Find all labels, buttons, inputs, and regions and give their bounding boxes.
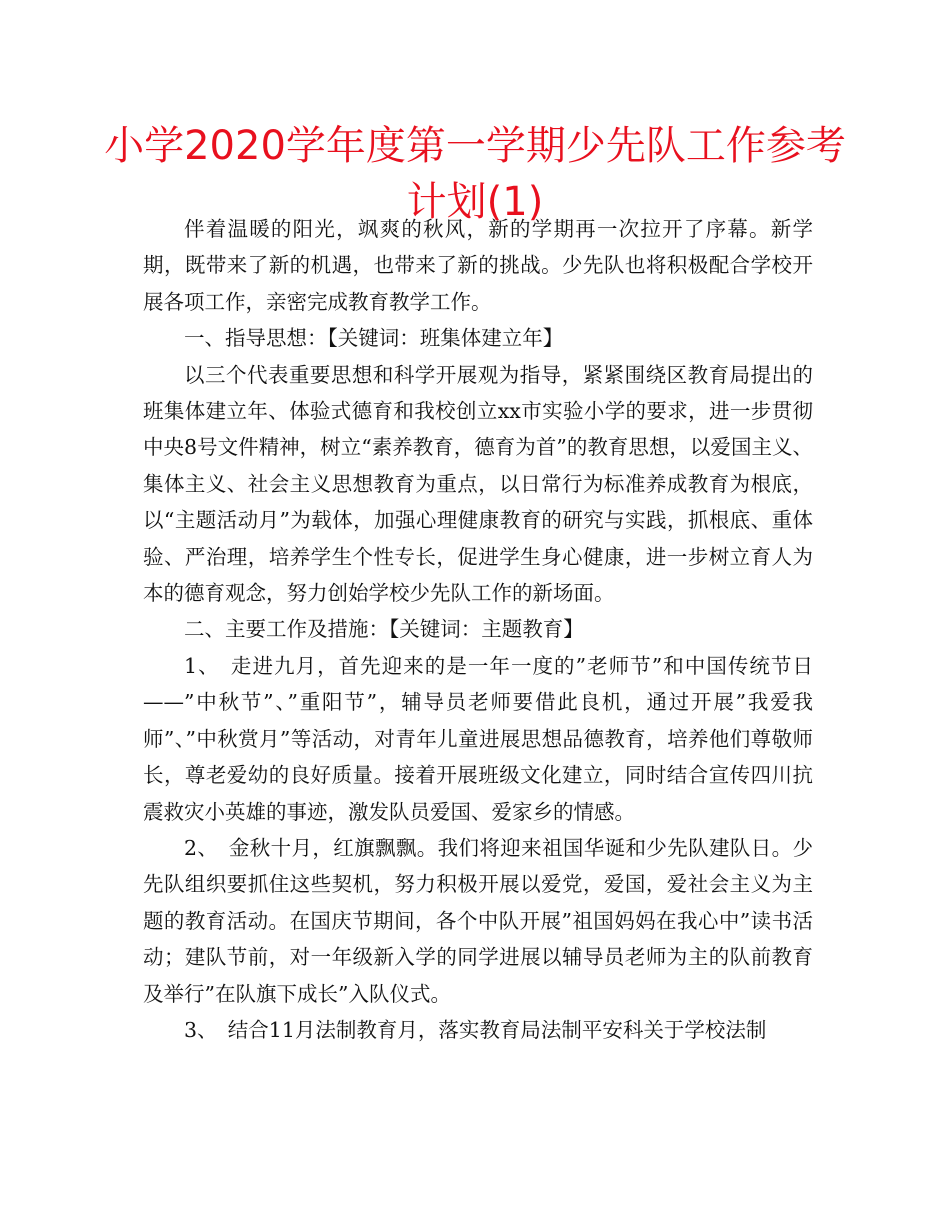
heading-guiding-thought: 一、指导思想：【关键词：班集体建立年】 (184, 326, 564, 351)
paragraph-intro: 伴着温暖的阳光，飒爽的秋风，新的学期再一次拉开了序幕。新学期，既带来了新的机遇，也带来了新的挑战。少先队也将积极配合学校开展各项工作，亲密完成教育教学工作。 (143, 217, 813, 314)
paragraph-item-3: 3、 结合11月法制教育月，落实教育局法制平安科关于学校法制 (184, 1017, 767, 1042)
title-line-1: 小学2020学年度第一学期少先队工作参考 (104, 123, 846, 169)
paragraph-guiding-thought: 以三个代表重要思想和科学开展观为指导，紧紧围绕区教育局提出的班集体建立年、体验式德育和我校创立xx市实验小学的要求，进一步贯彻中央8号文件精神，树立“素养教育，德育为首”的教育思想，以爱国主义、集体主义、社会主义思想教育为重点，以日常行为标准养成教育为根底，以“主题活动月”为载体，加强心理健康教育的研究与实践，抓根底、重体验、严治理，培养学生个性专长，促进学生身心健康，进一步树立育人为本的德育观念，努力创始学校少先队工作的新场面。 (143, 362, 813, 606)
paragraph-item-1: 1、 走进九月，首先迎来的是一年一度的”老师节”和中国传统节日——”中秋节”、”重阳节”，辅导员老师要借此良机，通过开展”我爱我师”、”中秋赏月”等活动，对青年儿童进展思想品德教育，培养他们尊敬师长，尊老爱幼的良好质量。接着开展班级文化建立，同时结合宣传四川抗震救灾小英雄的事迹，激发队员爱国、爱家乡的情感。 (143, 653, 813, 824)
title-line-2: 计划(1) (406, 179, 544, 225)
heading-main-work: 二、主要工作及措施：【关键词：主题教育】 (184, 617, 584, 642)
paragraph-item-2: 2、 金秋十月，红旗飘飘。我们将迎来祖国华诞和少先队建队日。少先队组织要抓住这些契机，努力积极开展以爱党，爱国，爱社会主义为主题的教育活动。在国庆节期间，各个中队开展”祖国妈妈在我心中”读书活动；建队节前，对一年级新入学的同学进展以辅导员老师为主的队前教育及举行”在队旗下成长”入队仪式。 (143, 835, 813, 1006)
document-body (143, 211, 813, 1048)
